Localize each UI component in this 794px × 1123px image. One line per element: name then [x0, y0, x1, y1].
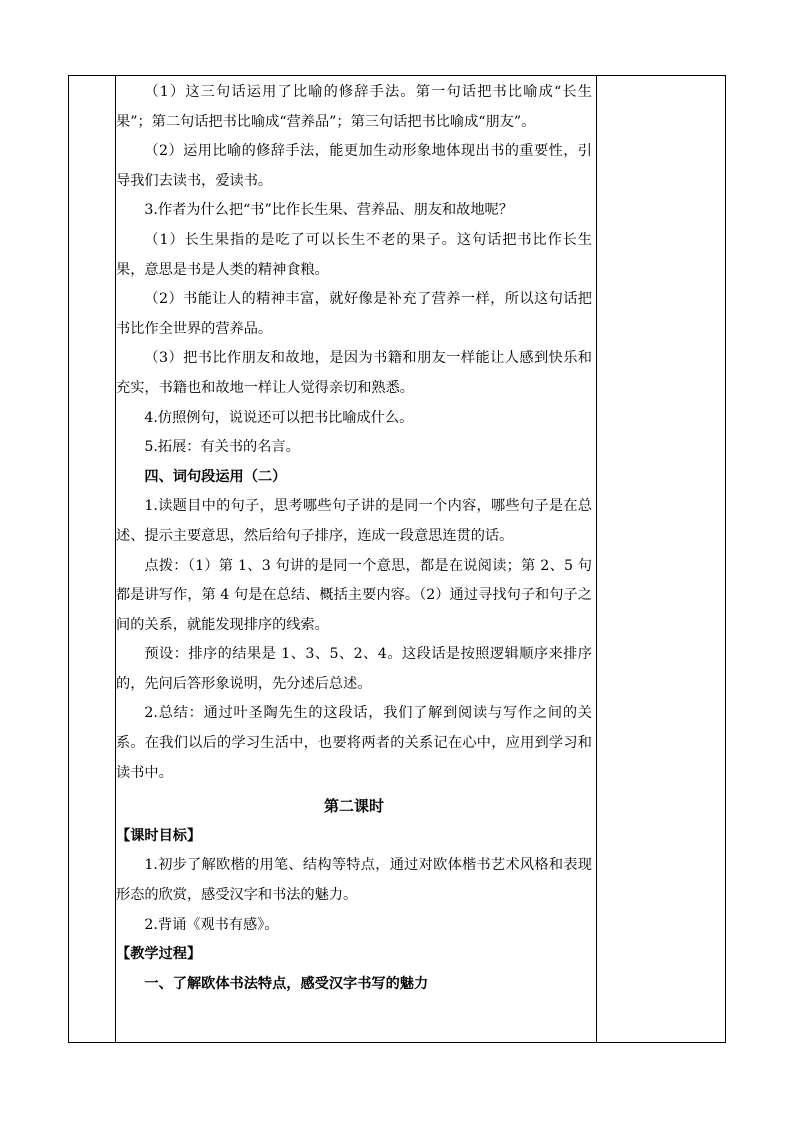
- paragraph-1: （1）这三句话运用了比喻的修辞手法。第一句话把书比喻成“长生果”；第二句话把书比喻成“营养品”；第三句话把书比喻成“朋友”。: [116, 84, 592, 130]
- paragraph-10: 点拨：（1）第 1、3 句讲的是同一个意思，都是在说阅读；第 2、5 句都是讲写作，第 4 句是在总结、概括主要内容。（2）通过寻找句子和句子之间的关系，就能发现排序的线索。: [116, 557, 592, 633]
- paragraph-8: 5.拓展：有关书的名言。: [144, 439, 300, 456]
- paragraph-3: 3.作者为什么把“书”比作长生果、营养品、朋友和故地呢？: [144, 202, 513, 219]
- table-column-divider-right: [596, 76, 597, 1042]
- paragraph-13: 1.初步了解欧楷的用笔、结构等特点，通过对欧体楷书艺术风格和表现形态的欣赏，感受汉字和书法的魅力。: [116, 857, 592, 904]
- paragraph-12: 2.总结：通过叶圣陶先生的这段话，我们了解到阅读与写作之间的关系。在我们以后的学习生活中，也要将两者的关系记在心中，应用到学习和读书中。: [116, 705, 592, 781]
- paragraph-5: （2）书能让人的精神丰富，就好像是补充了营养一样，所以这句话把书比作全世界的营养品。: [116, 291, 592, 337]
- lesson-title: 第二课时: [323, 797, 384, 816]
- teaching-process-heading: 【教学过程】: [116, 946, 202, 963]
- paragraph-2: （2）运用比喻的修辞手法，能更加生动形象地体现出书的重要性，引导我们去读书，爱读书。: [116, 143, 592, 189]
- paragraph-9: 1.读题目中的句子，思考哪些句子讲的是同一个内容，哪些句子是在总述、提示主要意思，然后给句子排序，连成一段意思连贯的话。: [116, 498, 592, 544]
- paragraph-11: 预设：排序的结果是 1、3、5、2、4。这段话是按照逻辑顺序来排序的，先问后答形象说明，先分述后总述。: [116, 646, 592, 692]
- section-heading-4: 四、词句段运用（二）: [144, 468, 287, 485]
- lesson-content: [116, 78, 592, 999]
- section-heading-1: 一、了解欧体书法特点，感受汉字书写的魅力: [144, 975, 429, 992]
- lesson-goals-heading: 【课时目标】: [116, 827, 202, 844]
- paragraph-7: 4.仿照例句，说说还可以把书比喻成什么。: [144, 409, 414, 426]
- paragraph-4: （1）长生果指的是吃了可以长生不老的果子。这句话把书比作长生果，意思是书是人类的精神食粮。: [116, 231, 592, 278]
- paragraph-14: 2.背诵《观书有感》。: [144, 916, 279, 933]
- paragraph-6: （3）把书比作朋友和故地，是因为书籍和朋友一样能让人感到快乐和充实，书籍也和故地一样让人觉得亲切和熟悉。: [116, 350, 592, 396]
